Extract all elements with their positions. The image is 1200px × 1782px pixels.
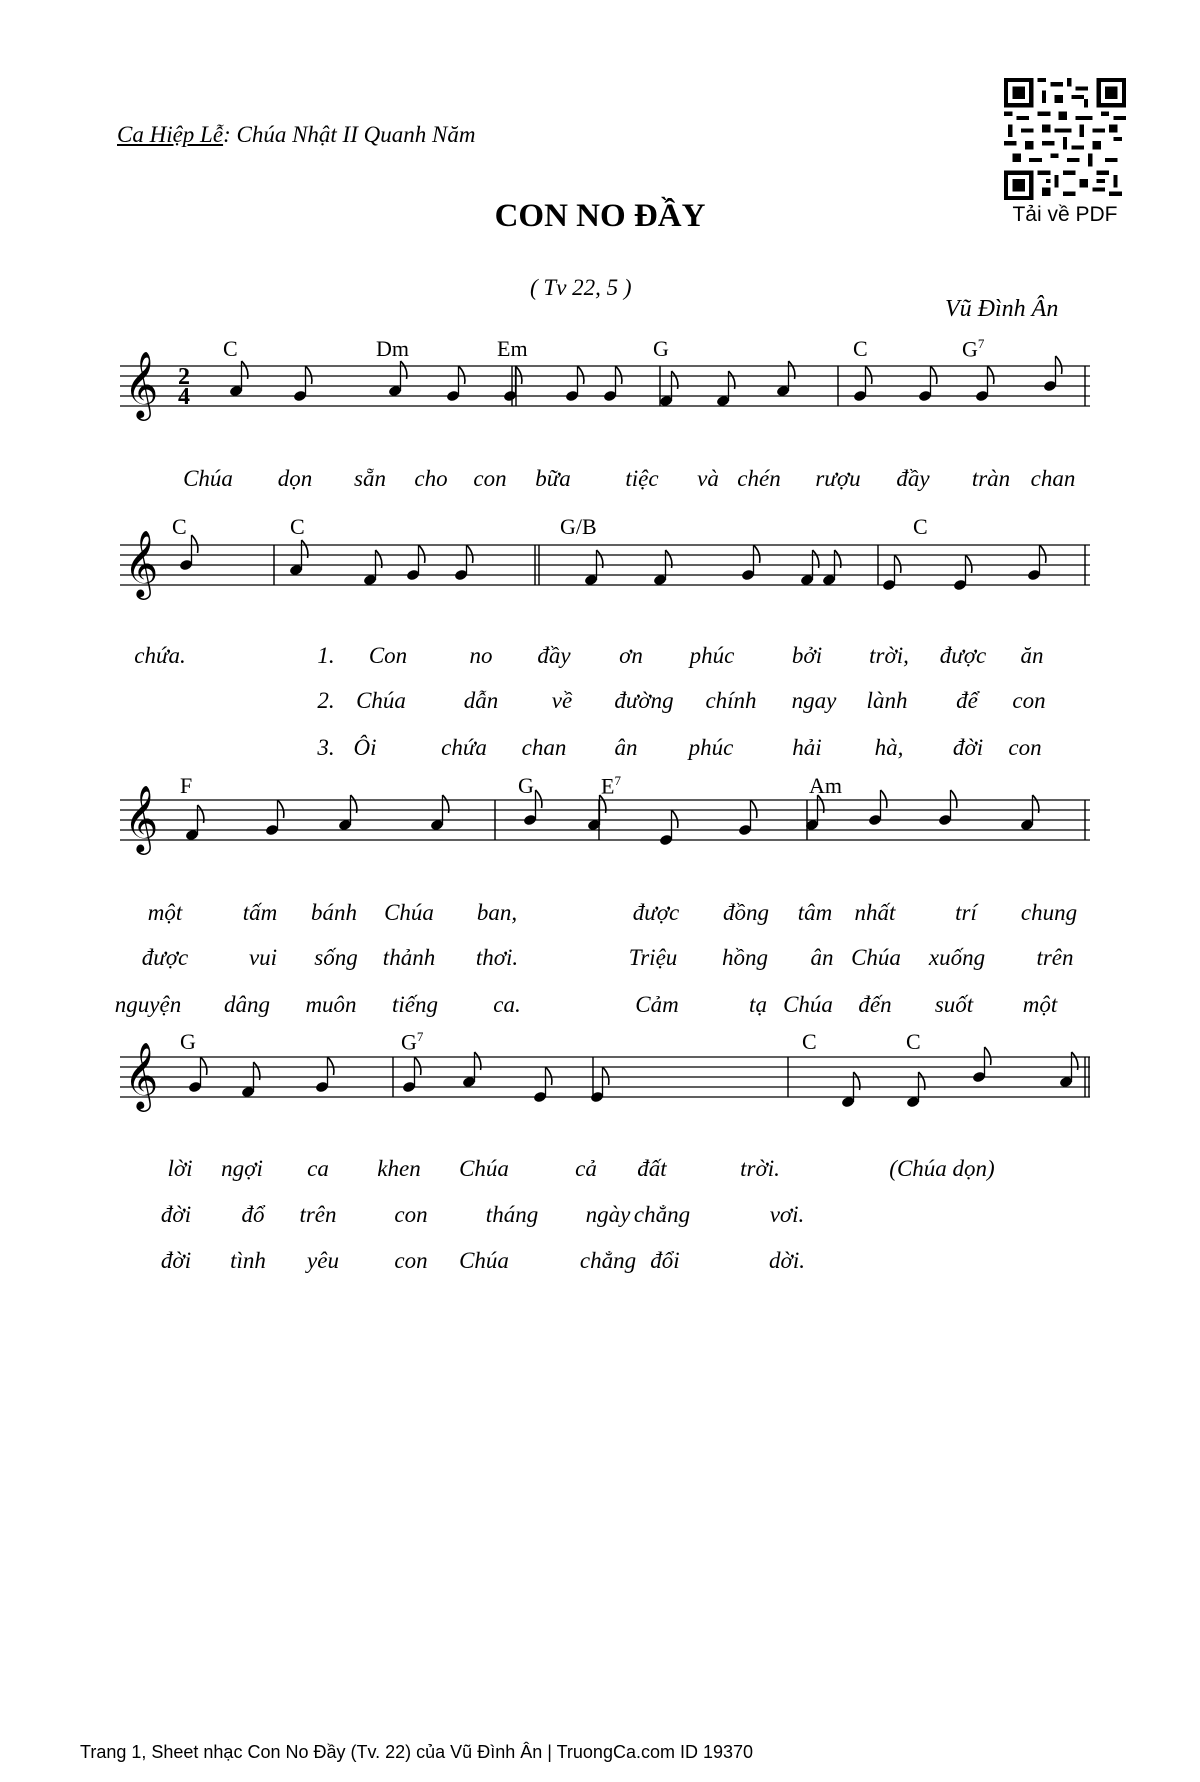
chord-root: G (653, 336, 669, 361)
chord-root: C (223, 336, 238, 361)
lyric-word: ca (307, 1156, 329, 1181)
lyric-word: hải (792, 735, 822, 760)
lyric-word: trên (299, 1202, 337, 1227)
lyric-word: về (551, 688, 573, 713)
lyric-word: Chúa (384, 900, 434, 925)
occasion-label-value: : Chúa Nhật II Quanh Năm (223, 122, 476, 147)
note-flag (966, 555, 972, 573)
chord-root: Em (497, 336, 528, 361)
lyric-word: hà, (874, 735, 904, 760)
lyric-word: Chúa (183, 466, 233, 491)
lyric-word: phúc (689, 643, 735, 668)
lyric-word: đổ (241, 1202, 265, 1227)
lyric-word: con (1012, 688, 1046, 713)
note-flag (751, 800, 757, 818)
lyric-word: thơi. (475, 945, 519, 970)
treble-clef-icon: 𝄞 (124, 529, 159, 597)
lyric-word: ngay (791, 688, 837, 713)
lyric-word: nhất (854, 900, 896, 925)
note-flag (306, 366, 312, 384)
note-flag (201, 1057, 207, 1075)
download-pdf-link[interactable]: Tải về PDF (1012, 203, 1118, 226)
lyric-word: chẳng (633, 1202, 691, 1227)
lyric-word: đồng (723, 900, 769, 925)
lyric-word: được (939, 643, 987, 668)
lyric-word: đường (614, 688, 674, 713)
occasion-label-name: Ca Hiệp Lễ (117, 122, 224, 147)
lyric-word: dẫn (463, 688, 499, 713)
note-flag (931, 366, 937, 384)
chord-root: C (290, 514, 305, 539)
lyric-word: chan (1030, 466, 1076, 491)
psalm-reference: ( Tv 22, 5 ) (530, 275, 632, 300)
chord-root: C (913, 514, 928, 539)
lyric-word: 1. (317, 643, 335, 668)
lyric-word: bởi (791, 643, 823, 668)
lyric-word: đầy (537, 643, 571, 668)
lyric-word: được (632, 900, 680, 925)
lyric-word: đổi (650, 1248, 680, 1273)
lyric-word: lời (167, 1156, 193, 1181)
lyric-word: ơn (619, 643, 643, 668)
lyric-word: Chúa (783, 992, 833, 1017)
lyric-word: phúc (688, 735, 734, 760)
lyric-word: chung (1020, 900, 1078, 925)
song-title: CON NO ĐẦY (494, 198, 706, 234)
lyric-word: ngày (585, 1202, 631, 1227)
chord-root: C (853, 336, 868, 361)
note-flag (415, 1057, 421, 1075)
lyric-word: no (469, 643, 493, 668)
lyric-word: thảnh (382, 945, 436, 970)
note-flag (192, 535, 198, 553)
note-flag (278, 800, 284, 818)
lyric-word: chẳng (579, 1248, 637, 1273)
lyric-word: Ôi (353, 735, 377, 760)
lyric-word: Con (368, 643, 408, 668)
qr-code-icon[interactable] (1004, 78, 1126, 200)
lyric-word: hồng (722, 945, 768, 970)
page-footer: Trang 1, Sheet nhạc Con No Đầy (Tv. 22) của Vũ Đình Ân | TruongCa.com ID 19370 (80, 1742, 754, 1762)
note-flag (985, 1047, 991, 1065)
chord-extension: 7 (977, 336, 985, 351)
note-flag (881, 790, 887, 808)
lyric-word: đời (160, 1202, 192, 1227)
lyric-word: đất (637, 1156, 667, 1181)
chord-root: G/B (560, 514, 597, 539)
lyric-word: chính (705, 688, 757, 713)
lyric-word: vui (248, 945, 278, 970)
lyric-word: một (147, 900, 183, 925)
lyric-word: Chúa (459, 1248, 509, 1273)
lyric-word: 2. (317, 688, 335, 713)
lyric-word: Chúa (459, 1156, 509, 1181)
lyric-word: Triệu (628, 945, 678, 970)
chord-root: G (962, 336, 978, 362)
note-flag (672, 810, 678, 828)
treble-clef-icon: 𝄞 (124, 350, 159, 418)
note-flag (866, 366, 872, 384)
lyric-word: tạ (749, 992, 767, 1017)
lyric-word: đời (160, 1248, 192, 1273)
lyric-word: bữa (535, 466, 571, 491)
note-flag (603, 1067, 609, 1085)
chord-extension: 7 (416, 1029, 424, 1044)
lyric-word: khen (377, 1156, 421, 1181)
lyric-word: xuống (928, 945, 986, 970)
chord-root: C (906, 1029, 921, 1054)
occasion-label (117, 122, 475, 148)
note-flag (546, 1067, 552, 1085)
note-flag (616, 366, 622, 384)
lyric-word: muôn (305, 992, 357, 1017)
note-flag (419, 545, 425, 563)
chord-root: C (172, 514, 187, 539)
lyric-word: một (1022, 992, 1058, 1017)
lyric-word: dâng (224, 992, 270, 1017)
lyric-word: con (394, 1248, 428, 1273)
music-staff (0, 760, 1200, 910)
lyric-word: đời (952, 735, 984, 760)
lyric-word: tiếng (392, 992, 438, 1017)
lyric-word: Chúa (356, 688, 406, 713)
lyric-word: sẵn (354, 466, 386, 491)
lyric-word: tình (230, 1248, 266, 1273)
lyric-word: ăn (1020, 643, 1044, 668)
note-flag (536, 790, 542, 808)
chord-root: F (180, 773, 193, 798)
chord-root: G (518, 773, 534, 798)
lyric-word: cho (414, 466, 448, 491)
lyric-word: ân (614, 735, 638, 760)
lyric-word: tâm (797, 900, 833, 925)
note-flag (1040, 545, 1046, 563)
lyric-word: chứa (441, 735, 487, 760)
music-staff (0, 1017, 1200, 1167)
chord-extension: 7 (614, 773, 621, 788)
composer-name: Vũ Đình Ân (945, 296, 1059, 322)
lyric-word: trời. (740, 1156, 780, 1181)
lyric-word: dời. (769, 1248, 805, 1273)
lyric-word: con (394, 1202, 428, 1227)
treble-clef-icon: 𝄞 (124, 1041, 159, 1109)
music-staff (0, 505, 1200, 655)
note-flag (895, 555, 901, 573)
lyric-word: tiệc (625, 466, 659, 491)
chord-root: G (401, 1029, 417, 1055)
note-flag (467, 545, 473, 563)
lyric-word: tấm (242, 900, 278, 925)
note-flag (951, 790, 957, 808)
lyric-word: trên (1036, 945, 1074, 970)
lyric-word: Chúa (851, 945, 901, 970)
lyric-word: yêu (307, 1248, 339, 1273)
lyric-word: suốt (934, 992, 974, 1017)
lyric-word: con (1008, 735, 1042, 760)
lyric-word: và (697, 466, 719, 491)
lyric-word: đến (858, 992, 892, 1017)
lyric-word: sống (314, 945, 358, 970)
lyric-word: tháng (485, 1202, 539, 1227)
lyric-word: con (473, 466, 507, 491)
lyric-word: chén (737, 466, 781, 491)
lyric-word: tràn (971, 466, 1011, 491)
lyric-word: ca. (493, 992, 521, 1017)
lyric-word: 3. (317, 735, 335, 760)
lyric-word: rượu (815, 466, 861, 491)
note-flag (459, 366, 465, 384)
lyric-word: được (141, 945, 189, 970)
lyric-word: để (956, 688, 978, 713)
lyric-word: nguyện (114, 992, 182, 1017)
chord-root: E (601, 773, 615, 799)
note-flag (754, 545, 760, 563)
time-signature-top: 2 (178, 364, 190, 390)
chord-root: C (802, 1029, 817, 1054)
lyric-word: trời, (869, 643, 909, 668)
lyric-word: lành (866, 688, 908, 713)
lyric-word: vơi. (769, 1202, 805, 1227)
lyric-word: chứa. (134, 643, 186, 668)
note-flag (328, 1057, 334, 1075)
lyric-word: (Chúa dọn) (889, 1156, 995, 1181)
music-staff (0, 326, 1200, 476)
lyric-word: đầy (896, 466, 930, 491)
chord-root: G (180, 1029, 196, 1054)
lyric-word: chan (521, 735, 567, 760)
note-flag (988, 366, 994, 384)
lyric-word: dọn (277, 466, 313, 491)
chord-root: Dm (376, 336, 409, 361)
lyric-word: ngợi (221, 1156, 263, 1181)
lyric-word: Cảm (635, 992, 679, 1017)
chord-root: Am (809, 773, 842, 798)
lyric-word: ban, (476, 900, 518, 925)
note-flag (578, 366, 584, 384)
lyric-word: trí (955, 900, 977, 925)
lyric-word: cả (575, 1156, 597, 1181)
time-signature-bottom: 4 (178, 384, 190, 410)
treble-clef-icon: 𝄞 (124, 784, 159, 852)
lyric-word: bánh (311, 900, 357, 925)
note-flag (1056, 356, 1062, 374)
lyric-word: ân (810, 945, 834, 970)
